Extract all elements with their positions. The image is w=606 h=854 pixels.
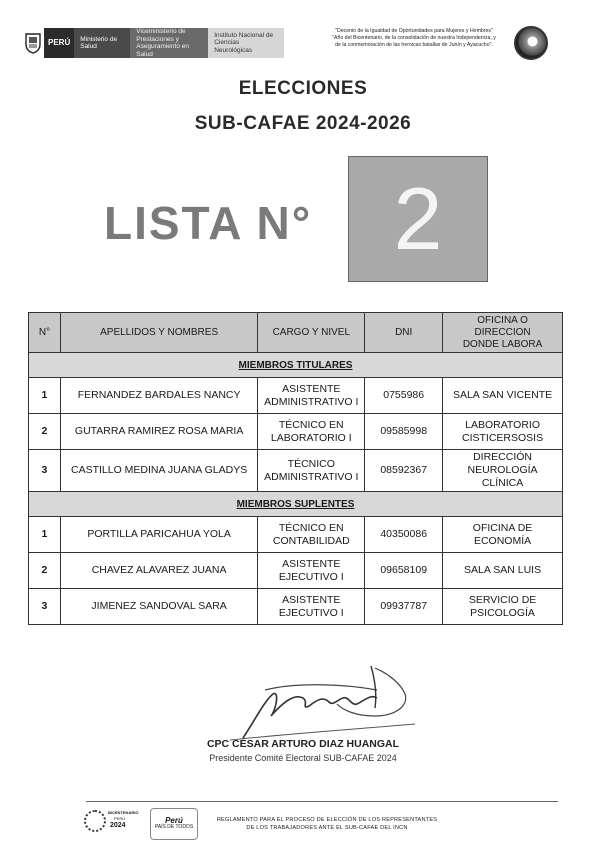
signatory-role: Presidente Comité Electoral SUB-CAFAE 2024 bbox=[209, 753, 397, 763]
sun-icon bbox=[84, 810, 106, 832]
row-name: CASTILLO MEDINA JUANA GLADYS bbox=[60, 450, 257, 492]
row-cargo-line-1: TÉCNICO EN bbox=[278, 418, 344, 431]
table-row bbox=[29, 517, 563, 553]
row-oficina-line-2: NEUROLOGÍA bbox=[467, 464, 538, 476]
row-cargo-line-2: ADMINISTRATIVO I bbox=[264, 395, 359, 408]
reglamento-line-2: DE LOS TRABAJADORES ANTE EL SUB-CAFAE DEL INCN bbox=[246, 825, 408, 831]
gov-viceministerio-label: Viceministerio de Prestaciones y Aseguramiento en Salud bbox=[130, 28, 208, 58]
document-subtitle: SUB-CAFAE 2024-2026 bbox=[194, 113, 412, 134]
row-oficina-line-1: OFICINA DE bbox=[472, 521, 533, 534]
peru-shield-icon bbox=[22, 28, 44, 58]
row-name: FERNANDEZ BARDALES NANCY bbox=[60, 378, 257, 414]
row-oficina-line-1: SERVICIO DE bbox=[468, 593, 537, 606]
header-oficina-line-3: DONDE LABORA bbox=[462, 338, 543, 350]
table-row bbox=[29, 553, 563, 589]
row-cargo-line-1: ASISTENTE bbox=[282, 557, 341, 570]
peru-pais-logo-subtitle: PAÍS DE TODOS bbox=[154, 824, 194, 830]
row-cargo-line-1: ASISTENTE bbox=[282, 382, 341, 395]
signatory-name: CPC CÉSAR ARTURO DIAZ HUANGAL bbox=[206, 738, 400, 750]
row-oficina-line-2: ECONOMÍA bbox=[473, 534, 532, 547]
header-cargo: CARGO Y NIVEL bbox=[258, 313, 365, 353]
document-title: ELECCIONES bbox=[238, 78, 368, 99]
row-dni: 09937787 bbox=[365, 589, 443, 625]
table-row bbox=[29, 589, 563, 625]
header-name: APELLIDOS Y NOMBRES bbox=[60, 313, 257, 353]
row-cargo bbox=[258, 517, 365, 553]
footer-reglamento bbox=[212, 816, 442, 832]
row-dni: 09658109 bbox=[365, 553, 443, 589]
header-dni: DNI bbox=[365, 313, 443, 353]
row-dni: 0755986 bbox=[365, 378, 443, 414]
row-cargo-line-1: TÉCNICO EN bbox=[278, 521, 344, 534]
institute-logo-icon bbox=[514, 26, 548, 60]
section-row-suplentes bbox=[29, 492, 563, 517]
row-dni: 40350086 bbox=[365, 517, 443, 553]
letterhead bbox=[22, 26, 592, 60]
row-num: 1 bbox=[29, 378, 61, 414]
bicentenario-year: 2024 bbox=[110, 822, 126, 829]
decenio-line-1: "Decenio de la Igualdad de Oportunidades para Mujeres y Hombres" bbox=[335, 28, 493, 34]
row-cargo-line-2: ADMINISTRATIVO I bbox=[264, 470, 359, 483]
row-cargo-line-2: LABORATORIO I bbox=[270, 431, 352, 444]
row-num: 2 bbox=[29, 414, 61, 450]
candidates-table bbox=[28, 312, 563, 625]
row-cargo bbox=[258, 450, 365, 492]
footer-divider bbox=[86, 801, 558, 802]
table-row bbox=[29, 378, 563, 414]
row-dni: 08592367 bbox=[365, 450, 443, 492]
row-oficina-line-2: PSICOLOGÍA bbox=[470, 606, 535, 619]
decenio-line-2: "Año del Bicentenario, de la consolidación de nuestra Independencia, y bbox=[332, 35, 496, 41]
row-oficina bbox=[443, 589, 563, 625]
handwritten-signature bbox=[225, 660, 425, 742]
decenio-text bbox=[314, 28, 514, 49]
row-cargo-line-2: CONTABILIDAD bbox=[272, 534, 350, 547]
government-logo-strip bbox=[22, 28, 284, 58]
section-row-titulares bbox=[29, 353, 563, 378]
table-row bbox=[29, 414, 563, 450]
lista-number: 2 bbox=[393, 169, 443, 268]
row-oficina bbox=[443, 553, 563, 589]
bicentenario-logo bbox=[84, 808, 142, 840]
row-oficina-line-2: CISTICERSOSIS bbox=[462, 431, 544, 444]
bicentenario-country: PERÚ bbox=[114, 816, 126, 821]
header-num: N° bbox=[29, 313, 61, 353]
row-dni: 09585998 bbox=[365, 414, 443, 450]
section-label-suplentes: MIEMBROS SUPLENTES bbox=[29, 492, 563, 517]
row-oficina-line-1: SALA SAN LUIS bbox=[464, 564, 542, 576]
row-num: 3 bbox=[29, 450, 61, 492]
row-oficina bbox=[443, 450, 563, 492]
row-name: CHAVEZ ALAVAREZ JUANA bbox=[60, 553, 257, 589]
row-name: JIMENEZ SANDOVAL SARA bbox=[60, 589, 257, 625]
decenio-line-3: de la conmemoración de las heroicas batallas de Junín y Ayacucho". bbox=[335, 42, 493, 48]
row-oficina bbox=[443, 378, 563, 414]
row-oficina-line-1: LABORATORIO bbox=[465, 418, 540, 431]
row-oficina bbox=[443, 414, 563, 450]
row-num: 3 bbox=[29, 589, 61, 625]
table-row bbox=[29, 450, 563, 492]
peru-pais-logo-title: Perú bbox=[165, 816, 183, 825]
reglamento-line-1: REGLAMENTO PARA EL PROCESO DE ELECCIÓN DE LOS REPRESENTANTES bbox=[216, 817, 438, 823]
row-cargo bbox=[258, 553, 365, 589]
gov-instituto-label: Instituto Nacional de Ciencias Neurológicas bbox=[208, 28, 284, 58]
header-oficina-line-2: DIRECCION bbox=[474, 326, 531, 338]
row-oficina-line-3: CLÍNICA bbox=[481, 477, 524, 489]
row-cargo-line-2: EJECUTIVO I bbox=[278, 606, 344, 619]
header-oficina-line-1: OFICINA O bbox=[477, 314, 528, 326]
row-oficina-line-1: DIRECCIÓN bbox=[473, 451, 533, 463]
lista-label: LISTA N° bbox=[104, 197, 313, 249]
row-cargo-line-2: EJECUTIVO I bbox=[278, 570, 344, 583]
peru-pais-logo bbox=[150, 808, 198, 840]
header-oficina bbox=[443, 313, 563, 353]
row-name: PORTILLA PARICAHUA YOLA bbox=[60, 517, 257, 553]
table-header-row bbox=[29, 313, 563, 353]
gov-peru-label: PERÚ bbox=[44, 28, 74, 58]
row-cargo bbox=[258, 414, 365, 450]
lista-number-box bbox=[348, 156, 488, 282]
gov-ministerio-label: Ministerio de Salud bbox=[74, 28, 130, 58]
row-oficina bbox=[443, 517, 563, 553]
row-oficina-line-1: SALA SAN VICENTE bbox=[452, 389, 553, 401]
row-name: GUTARRA RAMIREZ ROSA MARIA bbox=[60, 414, 257, 450]
row-cargo bbox=[258, 589, 365, 625]
section-label-titulares: MIEMBROS TITULARES bbox=[29, 353, 563, 378]
row-cargo bbox=[258, 378, 365, 414]
bicentenario-label: BICENTENARIO bbox=[108, 810, 139, 815]
row-num: 2 bbox=[29, 553, 61, 589]
row-cargo-line-1: TÉCNICO bbox=[287, 457, 335, 470]
row-cargo-line-1: ASISTENTE bbox=[282, 593, 341, 606]
row-num: 1 bbox=[29, 517, 61, 553]
